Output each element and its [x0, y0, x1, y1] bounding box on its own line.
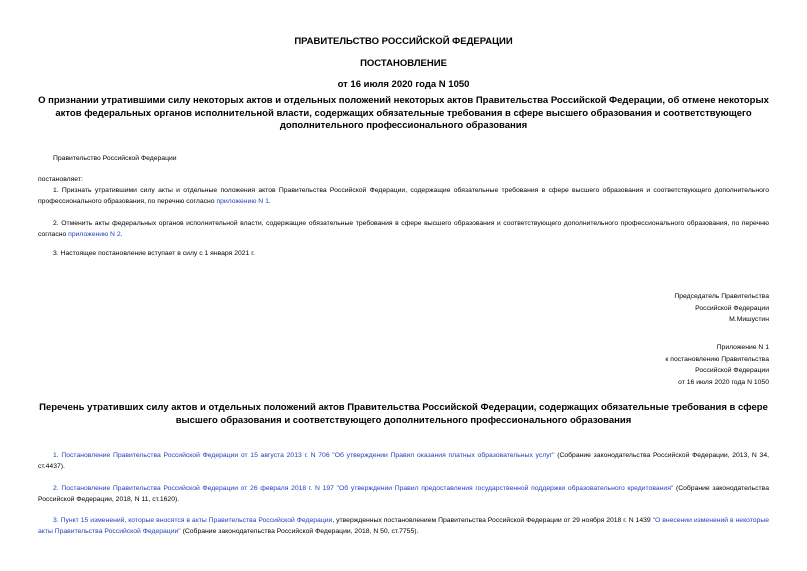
paragraph-1 — [38, 186, 769, 207]
signature-name: М.Мишустин — [729, 316, 769, 323]
list-item-3-text-mid: , утвержденных постановлением Правительства Российской Федерации от 29 ноября 2018 г. N 1439 — [332, 517, 653, 524]
list-item-3-text: (Собрание законодательства Российской Федерации, 2018, N 50, ст.7755). — [180, 527, 419, 535]
list-item-2 — [38, 484, 769, 505]
appendix-title: Перечень утративших силу актов и отдельных положений актов Правительства Российской Федерации, содержащих обязательные требования в сфере высшего образования и соответствующего дополнительного профессионального образования — [39, 402, 768, 426]
paragraph-2-end: . — [120, 230, 123, 238]
appendix-number: Приложение N 1 — [716, 344, 769, 351]
doc-type: ПОСТАНОВЛЕНИЕ — [360, 58, 447, 69]
paragraph-2-text: 2. Отменить акты федеральных органов исполнительной власти, содержащие обязательные требования в сфере высшего образования и соответствующего дополнительного профессионального образования, по перечню согласно — [38, 220, 769, 238]
paragraph-1-text: 1. Признать утратившими силу акты и отдельные положения актов Правительства Российской Федерации, содержащие обязательные требования в сфере высшего образования и соответствующего дополнительного профессионального образования, по перечню согласно — [38, 187, 769, 205]
signature-block — [674, 291, 769, 326]
appendix-country: Российской Федерации — [695, 367, 769, 374]
government-name: ПРАВИТЕЛЬСТВО РОССИЙСКОЙ ФЕДЕРАЦИИ — [294, 36, 513, 47]
appendix-1-link[interactable]: приложению N 1 — [216, 197, 269, 205]
doc-date-number: от 16 июля 2020 года N 1050 — [337, 79, 470, 90]
paragraph-2 — [38, 219, 769, 240]
appendix-ref: к постановлению Правительства — [665, 355, 769, 363]
paragraph-1-end: . — [268, 197, 271, 205]
list-item-2-link[interactable]: 2. Постановление Правительства Российской Федерации от 26 февраля 2018 г. N 197 "Об утверждении Правил предоставления государственной поддержки образовательного кредитования" — [53, 485, 674, 492]
appendix-2-link[interactable]: приложению N 2 — [68, 230, 121, 238]
list-item-3-link[interactable]: 3. Пункт 15 изменений, которые вносятся в акты Правительства Российской Федерации — [53, 517, 333, 524]
decides-text: постановляет: — [38, 176, 83, 183]
appendix-header — [665, 342, 769, 388]
list-item-2-text: (Собрание законодательства Российской Федерации, 2018, N 11, ст.1620). — [38, 485, 769, 503]
signature-country: Российской Федерации — [695, 304, 769, 312]
list-item-3 — [38, 516, 769, 537]
intro-text: Правительство Российской Федерации — [53, 155, 177, 162]
paragraph-3: 3. Настоящее постановление вступает в силу с 1 января 2021 г. — [53, 250, 255, 257]
list-item-1-link[interactable]: 1. Постановление Правительства Российской Федерации от 15 августа 2013 г. N 706 "Об утверждении Правил оказания платных образовательных услуг" — [53, 452, 555, 459]
doc-title: О признании утратившими силу некоторых актов и отдельных положений некоторых актов Правительства Российской Федерации, об отмене некоторых актов федеральных органов исполнительной власти, содержащих обязательные требования в сфере высшего образования и соответствующего дополнительного профессионального образования — [38, 95, 769, 131]
list-item-1 — [38, 451, 769, 472]
appendix-date: от 16 июля 2020 года N 1050 — [678, 378, 769, 386]
list-item-1-text: (Собрание законодательства Российской Федерации, 2013, N 34, ст.4437). — [38, 452, 769, 470]
signature-position: Председатель Правительства — [674, 293, 769, 300]
list-item-3-link-2[interactable]: "О внесении изменений в некоторые акты Правительства Российской Федерации" — [38, 517, 770, 535]
